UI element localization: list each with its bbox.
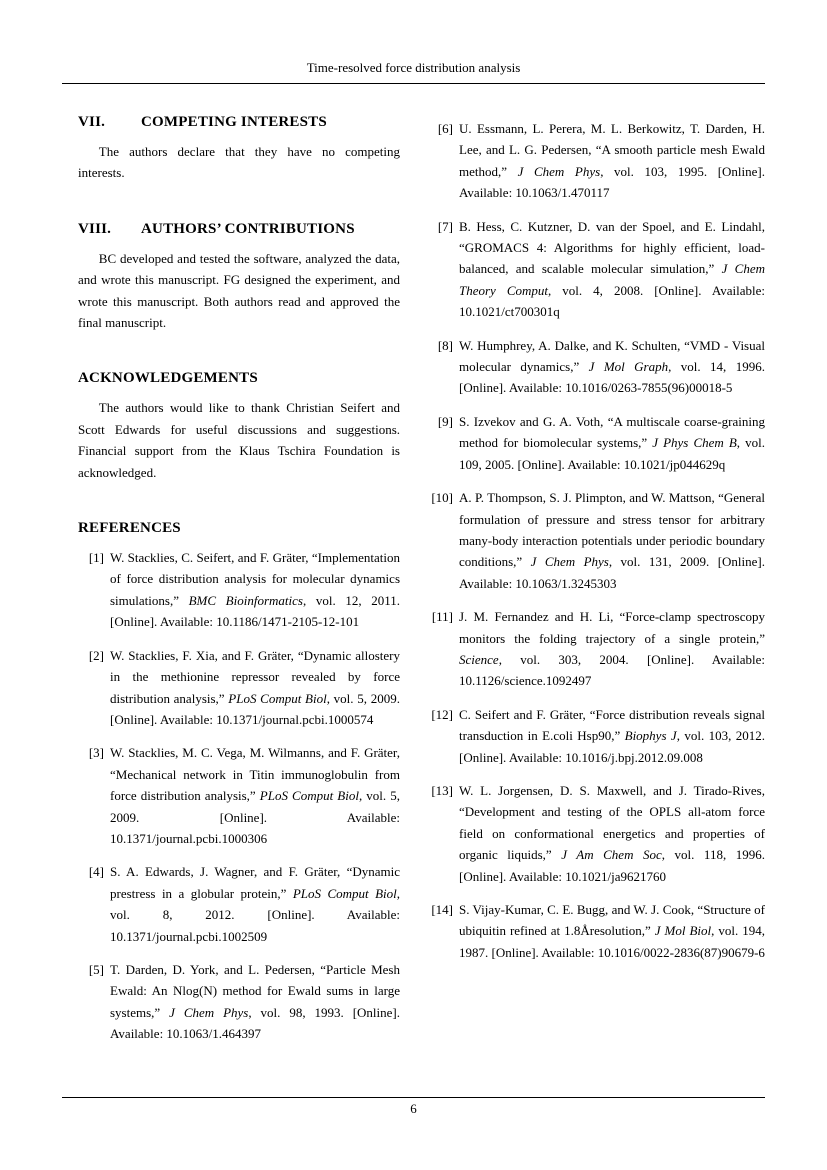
reference-label: [10] bbox=[431, 490, 453, 506]
section-body: BC developed and tested the software, analyzed the data, and wrote this manuscript. FG designed the experiment, and wrote this manuscript. Both authors read and approved the final manuscript. bbox=[78, 250, 400, 331]
reference-text: W. L. Jorgensen, D. S. Maxwell, and J. Tirado-Rives, “Development and testing of the OPLS all-atom force field on conformational energetics and properties of organic liquids,” J Am Chem Soc, vol. 118, 1996. [Online]. Available: 10.1021/ja9621760 bbox=[459, 782, 765, 884]
section-title: COMPETING INTERESTS bbox=[141, 114, 327, 130]
reference-label: [12] bbox=[431, 706, 453, 722]
reference-label: [3] bbox=[88, 745, 104, 761]
reference-text: W. Humphrey, A. Dalke, and K. Schulten, “VMD - Visual molecular dynamics,” J Mol Graph, vol. 14, 1996. [Online]. Available: 10.1016/0263-7855(96)00018-5 bbox=[459, 337, 765, 396]
reference-label: [9] bbox=[437, 413, 453, 429]
section-title: REFERENCES bbox=[78, 520, 181, 537]
reference-text: W. Stacklies, C. Seifert, and F. Gräter, “Implementation of force distribution analysis for molecular dynamics simulations,” BMC Bioinformatics, vol. 12, 2011. [Online]. Available: 10.1186/1471-2105-12-101 bbox=[110, 550, 401, 630]
two-column-body bbox=[78, 112, 765, 1057]
section-number: VII. bbox=[78, 114, 106, 130]
reference-label: [1] bbox=[88, 550, 104, 566]
section-number: VIII. bbox=[78, 220, 112, 237]
reference-label: [14] bbox=[431, 902, 453, 917]
header-rule bbox=[62, 83, 765, 84]
reference-item bbox=[425, 118, 765, 204]
reference-text: W. Stacklies, M. C. Vega, M. Wilmanns, and F. Gräter, “Mechanical network in Titin immunoglobulin from force distribution analysis,” PLoS Comput Biol, vol. 5, 2009. [Online]. Available: 10.1371/journal.pcbi.1000306 bbox=[110, 745, 400, 846]
section-authors-contributions bbox=[78, 219, 400, 334]
reference-item bbox=[425, 780, 765, 887]
section-references bbox=[78, 518, 400, 1045]
reference-label: [8] bbox=[437, 337, 453, 353]
reference-label: [4] bbox=[88, 864, 104, 880]
reference-text: B. Hess, C. Kutzner, D. van der Spoel, and E. Lindahl, “GROMACS 4: Algorithms for highly efficient, load-balanced, and scalable molecular simulation,” J Chem Theory Comput, vol. 4, 2008. [Online]. Available: 10.1021/ct700301q bbox=[459, 218, 766, 320]
section-heading bbox=[78, 518, 400, 538]
reference-item bbox=[78, 742, 400, 849]
section-acknowledgements bbox=[78, 368, 400, 483]
reference-item bbox=[425, 411, 765, 475]
reference-item bbox=[78, 861, 400, 947]
reference-label: [11] bbox=[431, 609, 453, 625]
page-number: 6 bbox=[410, 1101, 417, 1116]
section-title: AUTHORS’ CONTRIBUTIONS bbox=[141, 220, 355, 237]
reference-text: W. Stacklies, F. Xia, and F. Gräter, “Dynamic allostery in the methionine repressor revealed by force distribution analysis,” PLoS Comput Biol, vol. 5, 2009. [Online]. Available: 10.1371/journal.pcbi.1000574 bbox=[110, 647, 400, 727]
reference-text: S. Izvekov and G. A. Voth, “A multiscale coarse-graining method for biomolecular systems,” J Phys Chem B, vol. 109, 2005. [Online]. Available: 10.1021/jp044629q bbox=[459, 413, 765, 472]
section-competing-interests bbox=[78, 112, 400, 184]
reference-text: S. A. Edwards, J. Wagner, and F. Gräter, “Dynamic prestress in a globular protein,” PLoS Comput Biol, vol. 8, 2012. [Online]. Available: 10.1371/journal.pcbi.1002509 bbox=[110, 864, 400, 944]
reference-text: C. Seifert and F. Gräter, “Force distribution reveals signal transduction in E.coli Hsp90,” Biophys J, vol. 103, 2012. [Online]. Available: 10.1016/j.bpj.2012.09.008 bbox=[459, 706, 765, 765]
column-left bbox=[78, 112, 400, 1057]
reference-label: [6] bbox=[437, 121, 453, 136]
reference-item bbox=[78, 645, 400, 731]
section-heading bbox=[78, 112, 400, 132]
reference-text: T. Darden, D. York, and L. Pedersen, “Particle Mesh Ewald: An Nlog(N) method for Ewald sums in large systems,” J Chem Phys, vol. 98, 1993. [Online]. Available: 10.1063/1.464397 bbox=[110, 961, 400, 1042]
reference-item bbox=[425, 606, 765, 692]
reference-text: U. Essmann, L. Perera, M. L. Berkowitz, T. Darden, H. Lee, and L. G. Pedersen, “A smooth particle mesh Ewald method,” J Chem Phys, vol. 103, 1995. [Online]. Available: 10.1063/1.470117 bbox=[459, 121, 766, 201]
reference-label: [2] bbox=[88, 647, 104, 663]
section-heading bbox=[78, 219, 400, 239]
reference-item bbox=[425, 487, 765, 594]
running-title: Time-resolved force distribution analysis bbox=[306, 60, 521, 75]
section-title: ACKNOWLEDGEMENTS bbox=[78, 370, 258, 387]
section-body: The authors declare that they have no competing interests. bbox=[78, 144, 400, 181]
section-heading bbox=[78, 368, 400, 388]
references-list-left bbox=[78, 547, 400, 1045]
reference-item bbox=[78, 959, 400, 1045]
reference-item bbox=[425, 335, 765, 399]
reference-label: [13] bbox=[431, 782, 453, 798]
reference-label: [5] bbox=[88, 961, 104, 977]
reference-item bbox=[425, 704, 765, 768]
reference-text: J. M. Fernandez and H. Li, “Force-clamp spectroscopy monitors the folding trajectory of a single protein,” Science, vol. 303, 2004. [Online]. Available: 10.1126/science.1092497 bbox=[459, 609, 765, 689]
reference-item bbox=[425, 216, 765, 323]
reference-text: S. Vijay-Kumar, C. E. Bugg, and W. J. Cook, “Structure of ubiquitin refined at 1.8Åresolution,” J Mol Biol, vol. 194, 1987. [Online]. Available: 10.1016/0022-2836(87)90679-6 bbox=[459, 902, 765, 960]
section-body: The authors would like to thank Christian Seifert and Scott Edwards for useful discussions and suggestions. Financial support from the Klaus Tschira Foundation is acknowledged. bbox=[78, 400, 400, 480]
reference-item bbox=[425, 899, 765, 963]
reference-text: A. P. Thompson, S. J. Plimpton, and W. Mattson, “General formulation of pressure and stress tensor for arbitrary many-body interaction potentials under periodic boundary conditions,” J Chem Phys, vol. 131, 2009. [Online]. Available: 10.1063/1.3245303 bbox=[459, 490, 766, 591]
reference-label: [7] bbox=[437, 218, 453, 234]
references-list-right bbox=[425, 118, 765, 963]
footer-rule bbox=[62, 1097, 765, 1098]
column-right bbox=[425, 112, 765, 1057]
reference-item bbox=[78, 547, 400, 633]
